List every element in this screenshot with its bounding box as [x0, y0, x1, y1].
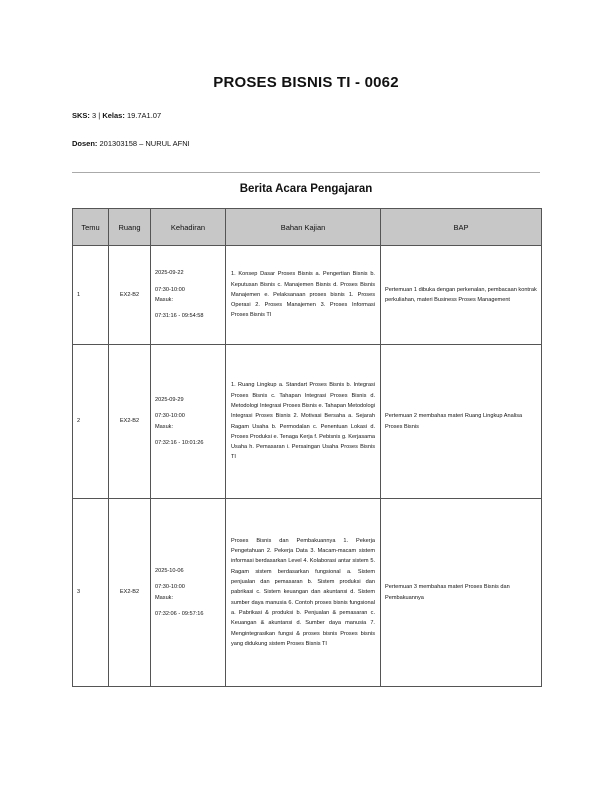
sks-label: SKS:: [72, 111, 90, 120]
attendance-masuk-time: 07:32:16 - 10:01:26: [155, 439, 204, 446]
cell-bap: Pertemuan 1 dibuka dengan perkenalan, pembacaan kontrak perkuliahan, materi Business Proses Management: [381, 246, 542, 345]
meta-separator: |: [98, 111, 101, 120]
sks-value: 3: [92, 111, 97, 120]
cell-ruang: EX2-B2: [109, 499, 151, 687]
attendance-masuk-label: Masuk:: [155, 594, 174, 601]
dosen-value: 201303158 – NURUL AFNI: [99, 139, 190, 148]
lecturer-info: [72, 139, 190, 148]
table-row: [73, 499, 542, 687]
table-header-row: [73, 209, 542, 246]
cell-kehadiran: [151, 345, 226, 499]
table-row: [73, 246, 542, 345]
divider: [72, 172, 540, 173]
header-bap: BAP: [381, 209, 542, 246]
cell-temu: 2: [73, 345, 109, 499]
cell-bap: Pertemuan 3 membahas materi Proses Bisnis dan Pembakuannya: [381, 499, 542, 687]
cell-kehadiran: [151, 499, 226, 687]
header-ruang: Ruang: [109, 209, 151, 246]
cell-bahan-kajian: Proses Bisnis dan Pembakuannya 1. Pekerja Pengetahuan 2. Pekerja Data 3. Macam-macam sistem informasi berdasarkan Level 4. Kolaborasi antar sistem 5. Ragam sistem berdasarkan fungsional a. Sistem penjualan dan pemasaran b. Sistem produksi dan pabrikasi c. Sistem keuangan dan akuntansi d. Sistem sumber daya manusia 6. Contoh proses bisnis fungsional a. Pabrikasi & produksi b. Penjualan & pemasaran c. Keuangan & akuntansi d. Sumber daya manusia 7. Mengintegrasikan fungsi & proses bisnis Proses bisnis yang didukung sistem Proses Bisnis TI: [226, 499, 381, 687]
cell-ruang: EX2-B2: [109, 345, 151, 499]
kelas-value: 19.7A1.07: [126, 111, 162, 120]
cell-temu: 1: [73, 246, 109, 345]
course-meta: [72, 111, 161, 120]
course-title: PROSES BISNIS TI - 0062: [213, 74, 399, 91]
cell-ruang: EX2-B2: [109, 246, 151, 345]
header-bahan-kajian: Bahan Kajian: [226, 209, 381, 246]
dosen-label: Dosen:: [72, 139, 98, 148]
attendance-schedule: 07:30-10:00: [155, 286, 185, 293]
cell-kehadiran: [151, 246, 226, 345]
attendance-date: 2025-09-22: [155, 270, 184, 277]
attendance-masuk-label: Masuk:: [155, 297, 174, 303]
header-kehadiran: Kehadiran: [151, 209, 226, 246]
kelas-label: Kelas:: [102, 111, 125, 120]
attendance-date: 2025-09-29: [155, 396, 184, 403]
header-temu: Temu: [73, 209, 109, 246]
attendance-masuk-time: 07:31:16 - 09:54:58: [155, 313, 204, 320]
cell-bahan-kajian: 1. Konsep Dasar Proses Bisnis a. Pengertian Bisnis b. Keputusan Bisnis c. Manajemen Bisnis d. Proses Bisnis Manajemen e. Pelaksanaan proses bisnis 1. Proses Operasi 2. Proses Manajemen 3. Proses Informasi Proses Bisnis TI: [226, 246, 381, 345]
cell-temu: 3: [73, 499, 109, 687]
attendance-schedule: 07:30-10:00: [155, 413, 185, 420]
section-title: Berita Acara Pengajaran: [239, 183, 373, 195]
attendance-date: 2025-10-06: [155, 567, 184, 574]
teaching-log-table: [72, 208, 542, 687]
cell-bap: Pertemuan 2 membahas materi Ruang Lingkup Analisa Proses Bisnis: [381, 345, 542, 499]
cell-bahan-kajian: 1. Ruang Lingkup a. Standart Proses Bisnis b. Integrasi Proses Bisnis c. Tahapan Integrasi Proses Bisnis d. Metodologi Integrasi Proses Bisnis e. Tahapan Metodologi Integrasi Proses Bisnis 2. Motivasi Bersaha a. Sejarah Ragam Usaha b. Permodalan c. Penentuan Lokasi d. Proses Produksi e. Tenaga Kerja f. Pebisnis g. Kerjasama Usaha h. Pemasaran i. Persaingan Usaha Proses Bisnis TI: [226, 345, 381, 499]
table-row: [73, 345, 542, 499]
attendance-masuk-label: Masuk:: [155, 423, 174, 430]
attendance-schedule: 07:30-10:00: [155, 584, 185, 591]
attendance-masuk-time: 07:32:06 - 09:57:16: [155, 610, 204, 617]
